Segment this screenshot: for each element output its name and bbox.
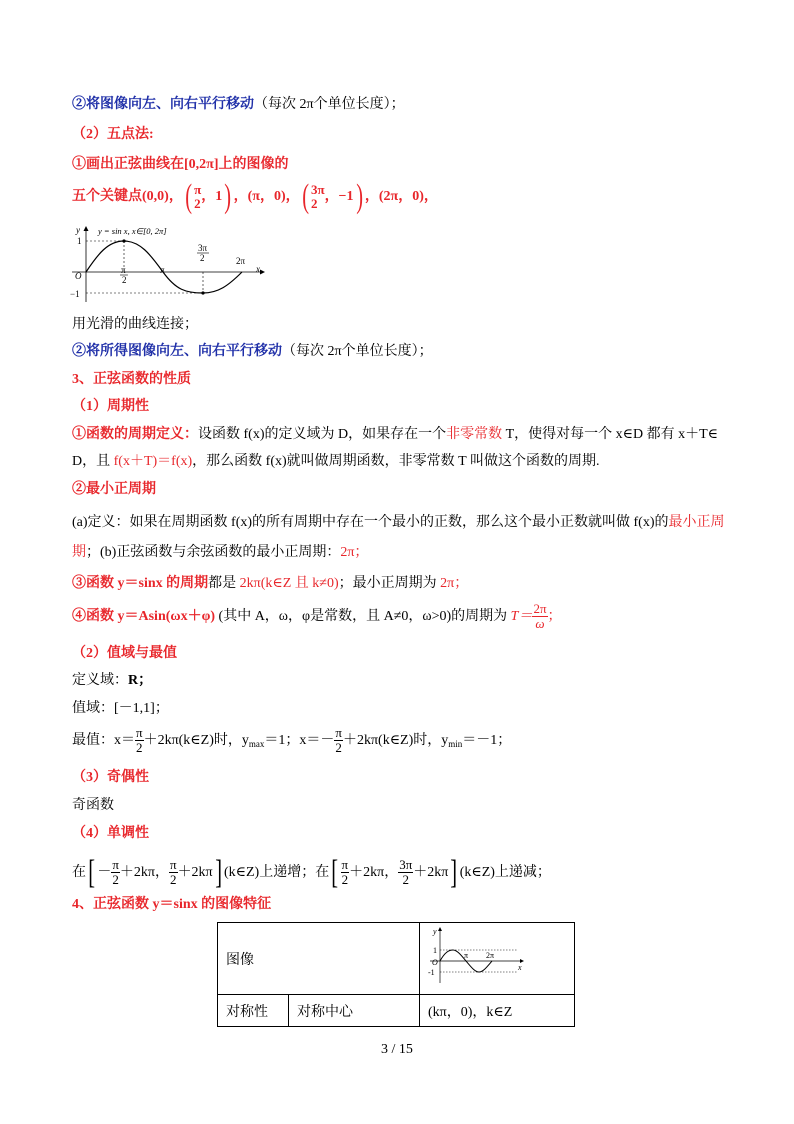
x-tick-halfpi-den: 2: [122, 275, 127, 285]
x-tick-pi: π: [160, 265, 165, 275]
point-2pi: ，(2π，0)，: [364, 189, 438, 205]
period-def-text-4: ，那么函数 f(x)就叫做周期函数，非零常数 T 叫做这个函数的周期.: [192, 454, 600, 469]
max-value: ＝1；x＝－: [264, 733, 335, 748]
period-fraction: $\frac{2\pi}{\omega}$: [533, 601, 547, 632]
left-bracket: [: [88, 853, 96, 891]
step2-shift-line-2: [72, 343, 433, 361]
period-def-label: ①函数的周期定义：: [72, 427, 198, 442]
y-tick-neg1: −1: [70, 289, 80, 299]
key-point: [122, 239, 125, 242]
domain-value: R；: [128, 673, 153, 688]
y-axis-label: y: [76, 225, 80, 235]
min-period-line-2: [72, 544, 368, 562]
center-value-cell: (kπ，0)，k∈Z: [420, 995, 575, 1027]
monotonicity-heading: （4）单调性: [72, 826, 149, 841]
parity-value: 奇函数: [72, 798, 114, 813]
step2-shift-line: [72, 96, 405, 114]
min-subscript: min: [448, 739, 463, 749]
period-def-line-2: [72, 453, 599, 471]
connect-line: 用光滑的曲线连接；: [72, 317, 198, 332]
sin-period-text-2: ；最小正周期为: [338, 576, 441, 591]
five-point-heading: （2）五点法:: [72, 127, 154, 142]
mono-text-1: 在: [72, 865, 86, 880]
left-paren: (: [185, 178, 192, 215]
point-pi: ，(π，0)，: [233, 189, 300, 205]
x-tick-3halfpi-num: 3π: [198, 243, 208, 253]
extremum-line: [72, 724, 511, 761]
key-points-label: 五个关键点(0,0)，: [72, 189, 183, 205]
general-function-label: ④函数 y＝Asin(ωx＋φ): [72, 609, 216, 624]
left-bracket: [: [331, 853, 339, 891]
period-def-line: [72, 426, 718, 444]
page-number: 3 / 15: [381, 1042, 413, 1057]
symmetry-label-cell: 对称性: [218, 995, 289, 1027]
general-period-text: (其中 A，ω，φ是常数，且 A≠0，ω>0)的周期为: [215, 609, 511, 624]
mono-dec-text: (k∈Z)上递减；: [459, 865, 551, 880]
left-paren: (: [301, 178, 309, 215]
x-axis-arrow: [260, 270, 265, 275]
y-axis-arrow: [84, 226, 89, 231]
general-period-line: [72, 600, 562, 634]
key-point: [201, 291, 204, 294]
shift-note: （每次 2π个单位长度）；: [282, 344, 433, 359]
dec-end: ＋2kπ: [413, 865, 449, 880]
y-tick-1: 1: [77, 236, 82, 246]
dec-start-frac: $\frac{\pi}{2}$: [341, 857, 349, 888]
feature-table: [217, 922, 575, 1027]
periodicity-heading: （1）周期性: [72, 399, 149, 414]
section-4-heading: 4、正弦函数 y＝sinx 的图像特征: [72, 897, 272, 912]
center-label-cell: 对称中心: [289, 995, 420, 1027]
min-text: ＋2kπ(k∈Z)时，y: [342, 733, 449, 748]
mono-inc-text: (k∈Z)上递增；在: [223, 865, 330, 880]
parity-heading: （3）奇偶性: [72, 770, 149, 785]
mini-x-label: x: [518, 963, 522, 972]
mini-pi: π: [464, 951, 469, 960]
section-3-heading: 3、正弦函数的性质: [72, 372, 191, 387]
min-period-value: 2π；: [340, 545, 369, 560]
sin-period-label: ③函数 y＝sinx 的周期: [72, 576, 209, 591]
dec-start: ＋2kπ，: [349, 865, 399, 880]
min-period-term: 最小正周: [668, 515, 725, 530]
inc-start-frac: $\frac{\pi}{2}$: [112, 857, 119, 888]
max-condition: 最值：x＝: [72, 733, 135, 748]
shift-note: （每次 2π个单位长度）；: [254, 97, 405, 112]
inc-end: ＋2kπ: [177, 865, 213, 880]
image-label-cell: 图像: [218, 923, 420, 995]
monotonicity-line: [72, 853, 551, 893]
range-heading: （2）值域与最值: [72, 646, 177, 661]
sin-period-value: 2kπ(k∈Z 且 k≠0): [239, 576, 339, 591]
period-equation: f(x＋T)＝f(x): [113, 454, 193, 469]
right-bracket: ]: [450, 853, 458, 891]
right-paren: ): [224, 178, 232, 215]
sin-min-period: 2π；: [440, 576, 469, 591]
domain-label: 定义域：: [72, 673, 128, 688]
range-line: 值域：[－1,1]；: [72, 701, 169, 716]
mini-y1: 1: [433, 946, 437, 955]
point-3halfpi-y: ，−1: [324, 189, 354, 205]
max-subscript: max: [248, 739, 265, 749]
right-paren: ): [355, 178, 363, 215]
caption: y = sin x, x∈[0, 2π]: [98, 226, 167, 236]
point-halfpi-x: π 2: [194, 182, 202, 211]
key-points-line: [72, 180, 438, 214]
min-period-text: ；(b)正弦函数与余弦函数的最小正周期：: [86, 545, 341, 560]
period-def-text-3: D，且: [72, 454, 114, 469]
inc-end-frac: $\frac{\pi}{2}$: [169, 857, 177, 888]
mini-origin: O: [432, 958, 438, 967]
min-period-def-text: (a)定义：如果在周期函数 f(x)的所有周期中存在一个最小的正数，那么这个最小正数就叫做 f(x)的: [72, 515, 669, 530]
min-period-def-line: [72, 514, 725, 532]
sine-graph: [64, 222, 270, 306]
period-def-text: 设函数 f(x)的定义域为 D，如果存在一个: [198, 427, 447, 442]
origin-label: O: [75, 271, 82, 281]
period-end: ；: [547, 609, 562, 624]
inc-start: ＋2kπ，: [119, 865, 169, 880]
image-cell: [420, 923, 575, 995]
nonzero-const: 非零常数: [446, 427, 503, 442]
x-axis-label: x: [256, 264, 260, 274]
max-fraction: $\frac{\pi}{2}$: [136, 725, 143, 756]
x-tick-3halfpi-den: 2: [200, 253, 205, 263]
x-tick-halfpi-num: π: [121, 265, 126, 275]
mini-y-label: y: [433, 927, 437, 936]
sin-period-text: 都是: [208, 576, 240, 591]
mini-sine-graph: [426, 925, 526, 987]
mini-2pi: 2π: [486, 951, 495, 960]
point-halfpi-y: ，1: [201, 189, 223, 205]
period-formula: T＝: [510, 609, 533, 624]
five-point-step1: ①画出正弦曲线在[0,2π]上的图像的: [72, 157, 289, 172]
right-bracket: ]: [214, 853, 222, 891]
shift-instruction: ②将所得图像向左、向右平行移动: [72, 344, 282, 359]
min-value: ＝－1；: [462, 733, 512, 748]
sin-period-line: [72, 575, 468, 593]
min-fraction: $\frac{\pi}{2}$: [335, 725, 342, 756]
minus-sign: －: [97, 865, 112, 880]
mini-ym1: -1: [428, 968, 435, 977]
x-tick-2pi: 2π: [236, 256, 246, 266]
min-period-heading: ②最小正周期: [72, 482, 156, 497]
shift-instruction: ②将图像向左、向右平行移动: [72, 97, 254, 112]
point-3halfpi-x: 3π 2: [310, 182, 325, 211]
period-def-text-2: T，使得对每一个 x∈D 都有 x＋T∈: [502, 427, 719, 442]
dec-end-frac: $\frac{3\pi}{2}$: [399, 857, 413, 888]
domain-line: [72, 672, 152, 690]
min-period-term-end: 期: [72, 545, 86, 560]
max-text: ＋2kπ(k∈Z)时，y: [143, 733, 249, 748]
